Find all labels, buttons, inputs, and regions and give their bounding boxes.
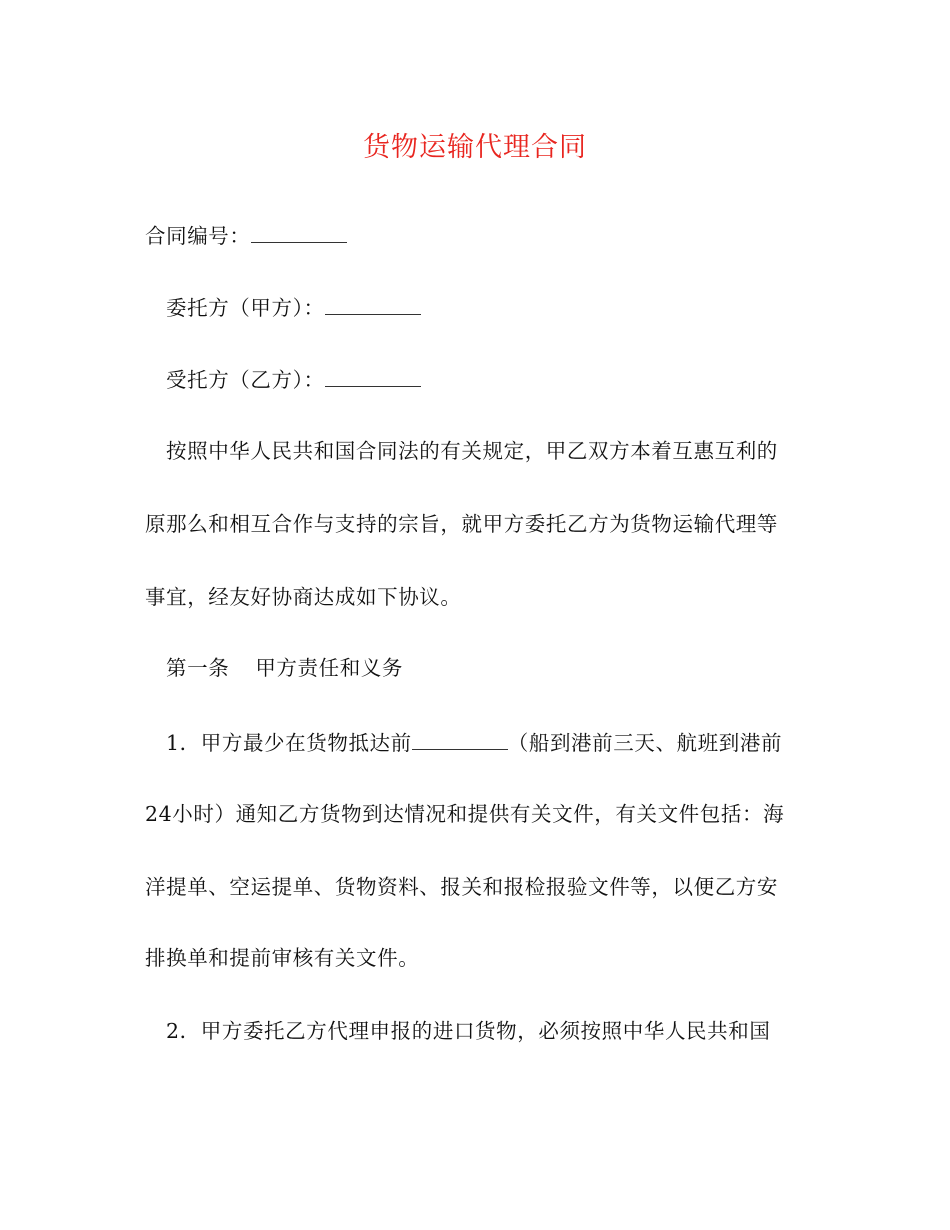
intro-paragraph-line: 原那么和相互合作与支持的宗旨，就甲方委托乙方为货物运输代理等: [145, 512, 778, 536]
article1-heading: [166, 653, 806, 683]
article1-title: 甲方责任和义务: [255, 656, 404, 680]
contract-number-label: 合同编号：: [145, 224, 251, 248]
item1-line: 24小时）通知乙方货物到达情况和提供有关文件，有关文件包括：海: [145, 802, 785, 826]
item1-text-end: （船到港前三天、航班到港前: [507, 731, 783, 755]
item1-line: 洋提单、空运提单、货物资料、报关和报检报验文件等，以便乙方安: [145, 875, 778, 899]
contract-number-blank: [251, 220, 347, 243]
intro-paragraph-line: 事宜，经友好协商达成如下协议。: [145, 585, 462, 609]
article1-number: 第一条: [166, 656, 230, 680]
principal-label: 委托方（甲方）：: [166, 296, 325, 320]
item1-text-start: 1．甲方最少在货物抵达前: [166, 731, 412, 755]
contract-number-line: [145, 220, 810, 251]
intro-paragraph-line: 按照中华人民共和国合同法的有关规定，甲乙双方本着互惠互利的: [166, 439, 778, 463]
agent-blank: [325, 364, 421, 387]
principal-blank: [325, 292, 421, 315]
item1-blank: [412, 727, 508, 750]
document-title: 货物运输代理合同: [363, 132, 587, 163]
item1-line: 排换单和提前审核有关文件。: [145, 946, 420, 970]
agent-line: [166, 364, 806, 395]
principal-line: [166, 292, 806, 323]
agent-label: 受托方（乙方）：: [166, 368, 325, 392]
item1-line: [166, 727, 806, 758]
item2-line: 2．甲方委托乙方代理申报的进口货物，必须按照中华人民共和国: [166, 1019, 771, 1043]
